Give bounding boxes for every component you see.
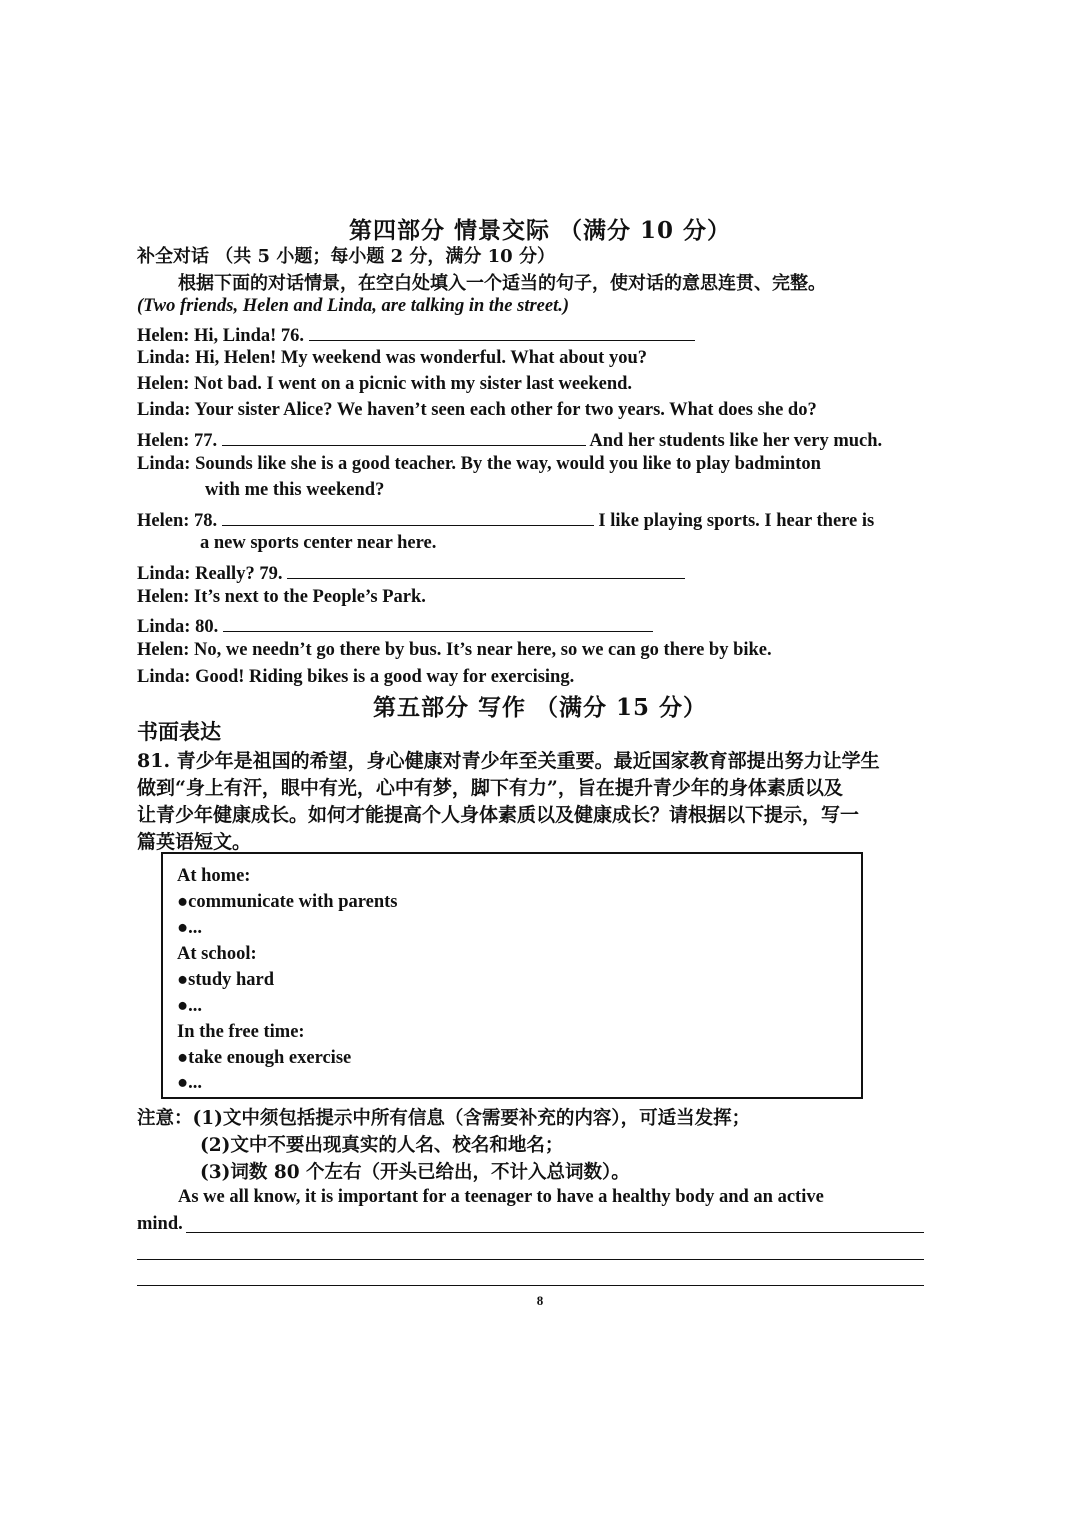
part5-subtitle: 书面表达	[137, 719, 221, 744]
dialogue-text: Helen: 78.	[137, 511, 218, 531]
writing-prompt-line: 做到“身上有汗，眼中有光，心中有梦，脚下有力”，旨在提升青少年的身体素质以及	[137, 777, 843, 799]
dialogue-line: Linda: Good! Riding bikes is a good way for exercising.	[137, 667, 575, 687]
essay-opening: As we all know, it is important for a teenager to have a healthy body and an active	[178, 1187, 824, 1207]
note-line: (2)文中不要出现真实的人名、校名和地名；	[200, 1135, 564, 1156]
part4-subtitle: 补全对话 （共 5 小题；每小题 2 分，满分 10 分）	[137, 246, 555, 267]
dialogue-line: Helen: Not bad. I went on a picnic with my sister last weekend.	[137, 374, 633, 394]
page-number: 8	[536, 1293, 544, 1308]
dialogue-line-76	[137, 322, 695, 347]
writing-line[interactable]	[137, 1259, 924, 1260]
hint-item: ●...	[177, 996, 203, 1016]
dialogue-text: Helen: Hi, Linda! 76.	[137, 326, 305, 346]
answer-blank-80[interactable]	[223, 613, 653, 632]
writing-prompt-line: 81. 青少年是祖国的希望，身心健康对青少年至关重要。最近国家教育部提出努力让学生	[137, 750, 880, 772]
dialogue-line: Helen: It’s next to the People’s Park.	[137, 587, 426, 607]
answer-blank-79[interactable]	[287, 560, 685, 579]
dialogue-line: Linda: Sounds like she is a good teacher. By the way, would you like to play badminton	[137, 454, 821, 474]
dialogue-text: I like playing sports. I hear there is	[598, 511, 875, 531]
dialogue-line: Linda: Your sister Alice? We haven’t seen each other for two years. What does she do?	[137, 400, 817, 420]
dialogue-text: And her students like her very much.	[589, 431, 883, 451]
dialogue-text: Linda: Really? 79.	[137, 564, 283, 584]
dialogue-line-cont: with me this weekend?	[205, 480, 385, 500]
dialogue-context: (Two friends, Helen and Linda, are talking in the street.)	[137, 296, 570, 316]
dialogue-line-80	[137, 613, 653, 638]
dialogue-line-cont: a new sports center near here.	[200, 533, 437, 553]
writing-prompt-line: 篇英语短文。	[137, 831, 252, 853]
hint-item: ●take enough exercise	[177, 1048, 352, 1068]
hint-item: ●...	[177, 1073, 203, 1093]
dialogue-line-77	[137, 427, 882, 452]
dialogue-line-79	[137, 560, 685, 585]
essay-opening-cont: mind.	[137, 1214, 183, 1234]
part4-title: 第四部分 情景交际 （满分 10 分）	[348, 217, 732, 244]
hint-item: ●...	[177, 918, 203, 938]
writing-prompt-line: 让青少年健康成长。如何才能提高个人身体素质以及健康成长？请根据以下提示，写一	[137, 804, 860, 826]
part5-title: 第五部分 写作 （满分 15 分）	[372, 694, 708, 721]
answer-blank-78[interactable]	[222, 507, 594, 526]
dialogue-text: Linda: 80.	[137, 617, 219, 637]
dialogue-line: Helen: No, we needn’t go there by bus. It’s near here, so we can go there by bike.	[137, 640, 772, 660]
answer-blank-77[interactable]	[222, 427, 586, 446]
hint-box	[161, 852, 863, 1099]
hint-item: ●study hard	[177, 970, 275, 990]
hint-heading: At school:	[177, 944, 257, 964]
part4-instruction: 根据下面的对话情景，在空白处填入一个适当的句子，使对话的意思连贯、完整。	[178, 273, 826, 294]
writing-line[interactable]	[186, 1232, 924, 1233]
note-line: (3)词数 80 个左右（开头已给出，不计入总词数）。	[200, 1162, 630, 1183]
answer-blank-76[interactable]	[309, 322, 695, 341]
hint-heading: At home:	[177, 866, 251, 886]
hint-item: ●communicate with parents	[177, 892, 398, 912]
dialogue-line: Linda: Hi, Helen! My weekend was wonderful. What about you?	[137, 348, 647, 368]
dialogue-line-78	[137, 507, 874, 532]
note-line: 注意：(1)文中须包括提示中所有信息（含需要补充的内容），可适当发挥；	[137, 1108, 751, 1129]
hint-heading: In the free time:	[177, 1022, 305, 1042]
writing-line[interactable]	[137, 1285, 924, 1286]
dialogue-text: Helen: 77.	[137, 431, 218, 451]
